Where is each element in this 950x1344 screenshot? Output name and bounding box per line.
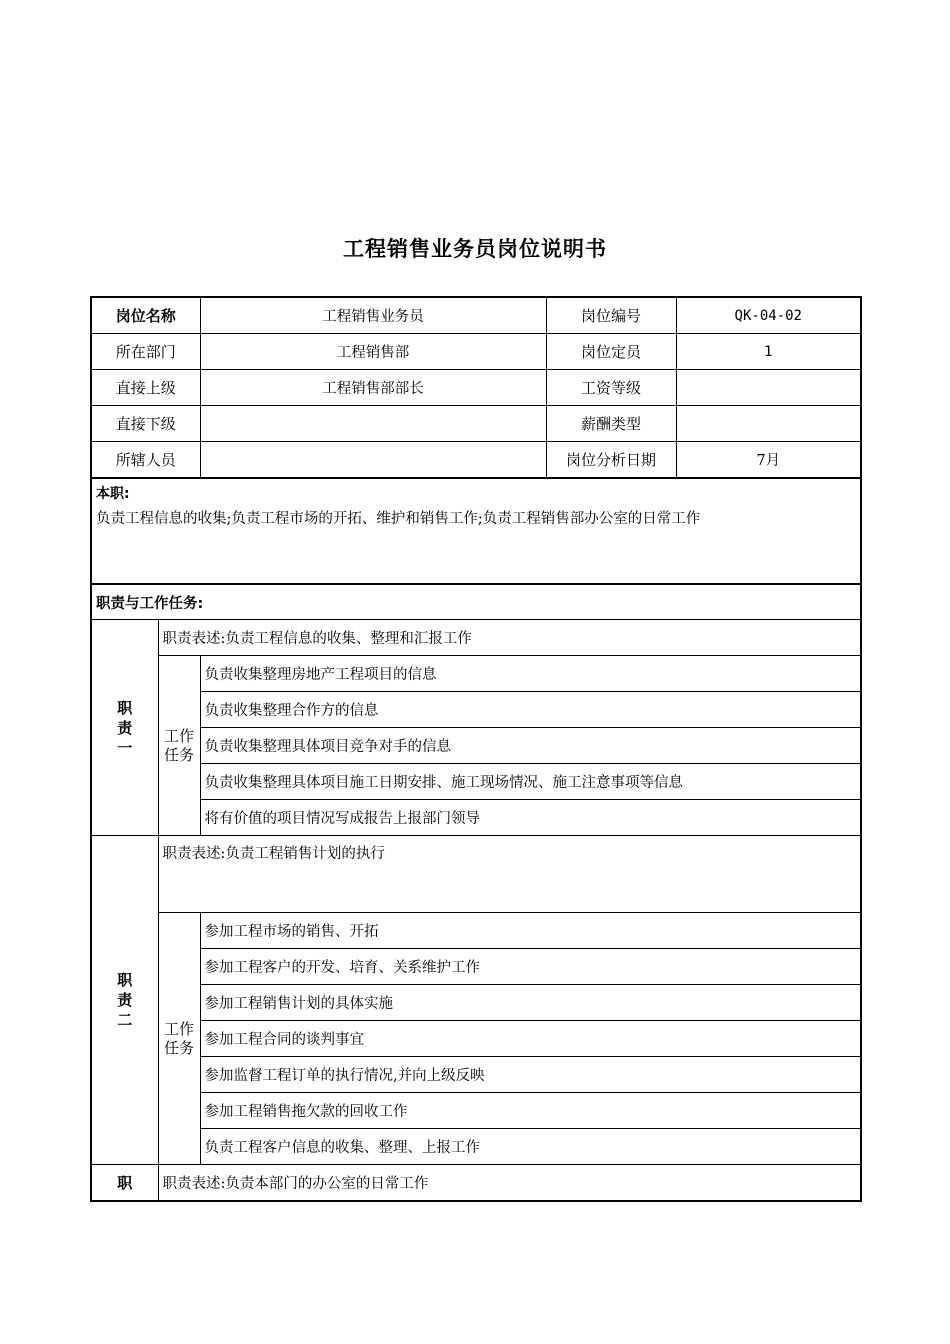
task-label-line: 工作 — [164, 1019, 195, 1038]
table-row — [91, 985, 861, 1021]
info-row-superior — [91, 370, 861, 406]
post-name-label: 岗位名称 — [91, 297, 200, 334]
duty2-label-char: 二 — [117, 1011, 133, 1029]
duty2-task: 参加工程合同的谈判事宜 — [200, 1021, 861, 1057]
subordinate-label: 直接下级 — [91, 406, 200, 442]
duty2-desc: 职责表述:负责工程销售计划的执行 — [158, 836, 861, 913]
core-duty-cell — [91, 478, 861, 584]
duty1-task: 负责收集整理房地产工程项目的信息 — [200, 656, 861, 692]
duty1-desc: 职责表述:负责工程信息的收集、整理和汇报工作 — [158, 620, 861, 656]
duty2-task: 参加工程销售计划的具体实施 — [200, 985, 861, 1021]
core-duty-label: 本职: — [96, 486, 130, 502]
duty1-task: 负责收集整理具体项目竞争对手的信息 — [200, 728, 861, 764]
duty3-desc: 职责表述:负责本部门的办公室的日常工作 — [158, 1165, 861, 1202]
dept-value: 工程销售部 — [200, 334, 546, 370]
analysis-date-value: 7月 — [676, 442, 861, 479]
table-row — [91, 764, 861, 800]
headcount-label: 岗位定员 — [546, 334, 676, 370]
task-label-line: 任务 — [164, 1038, 195, 1057]
table-row — [91, 800, 861, 836]
task-label-line: 工作 — [164, 726, 195, 745]
table-row — [91, 1129, 861, 1165]
duty2-task-label — [158, 913, 200, 1165]
duty1-label-char: 职 — [117, 698, 133, 717]
table-row — [91, 1021, 861, 1057]
job-description-table — [90, 296, 862, 1202]
table-row — [91, 728, 861, 764]
duty2-task: 参加工程销售拖欠款的回收工作 — [200, 1093, 861, 1129]
duty2-task: 参加工程市场的销售、开拓 — [200, 913, 861, 949]
headcount-value: 1 — [676, 334, 861, 370]
duty2-label-char: 职 — [117, 971, 133, 989]
duty1-task: 将有价值的项目情况写成报告上报部门领导 — [200, 800, 861, 836]
pay-value — [676, 406, 861, 442]
duty3-label: 职 — [91, 1165, 158, 1202]
table-row — [91, 692, 861, 728]
staff-value — [200, 442, 546, 479]
duty2-label-char: 责 — [117, 991, 133, 1009]
info-row-subordinate — [91, 406, 861, 442]
table-row — [91, 949, 861, 985]
staff-label: 所辖人员 — [91, 442, 200, 479]
duty2-desc-row — [91, 836, 861, 913]
duty2-task: 参加监督工程订单的执行情况,并向上级反映 — [200, 1057, 861, 1093]
post-name-value: 工程销售业务员 — [200, 297, 546, 334]
info-row-dept — [91, 334, 861, 370]
info-row-staff — [91, 442, 861, 479]
duty3-desc-row — [91, 1165, 861, 1202]
core-duty-text: 负责工程信息的收集;负责工程市场的开拓、维护和销售工作;负责工程销售部办公室的日常工作 — [96, 511, 701, 527]
table-row — [91, 656, 861, 692]
wage-value — [676, 370, 861, 406]
duty1-task: 负责收集整理具体项目施工日期安排、施工现场情况、施工注意事项等信息 — [200, 764, 861, 800]
table-row — [91, 1093, 861, 1129]
duty2-task: 参加工程客户的开发、培育、关系维护工作 — [200, 949, 861, 985]
page-title: 工程销售业务员岗位说明书 — [343, 237, 607, 261]
duty1-label — [91, 620, 158, 836]
duty1-desc-row — [91, 620, 861, 656]
post-code-value: QK-04-02 — [676, 297, 861, 334]
duties-header: 职责与工作任务: — [91, 584, 861, 620]
duties-header-row — [91, 584, 861, 620]
analysis-date-label: 岗位分析日期 — [546, 442, 676, 479]
superior-value: 工程销售部部长 — [200, 370, 546, 406]
superior-label: 直接上级 — [91, 370, 200, 406]
duty2-label — [91, 836, 158, 1165]
post-code-label: 岗位编号 — [546, 297, 676, 334]
duty1-task: 负责收集整理合作方的信息 — [200, 692, 861, 728]
wage-label: 工资等级 — [546, 370, 676, 406]
subordinate-value — [200, 406, 546, 442]
duty1-label-char: 责 — [117, 718, 133, 737]
table-row — [91, 913, 861, 949]
duty2-task: 负责工程客户信息的收集、整理、上报工作 — [200, 1129, 861, 1165]
pay-label: 薪酬类型 — [546, 406, 676, 442]
info-row-post — [91, 297, 861, 334]
duty1-task-label — [158, 656, 200, 836]
core-duty-row — [91, 478, 861, 584]
dept-label: 所在部门 — [91, 334, 200, 370]
task-label-line: 任务 — [164, 745, 195, 764]
duty1-label-char: 一 — [117, 738, 133, 757]
table-row — [91, 1057, 861, 1093]
